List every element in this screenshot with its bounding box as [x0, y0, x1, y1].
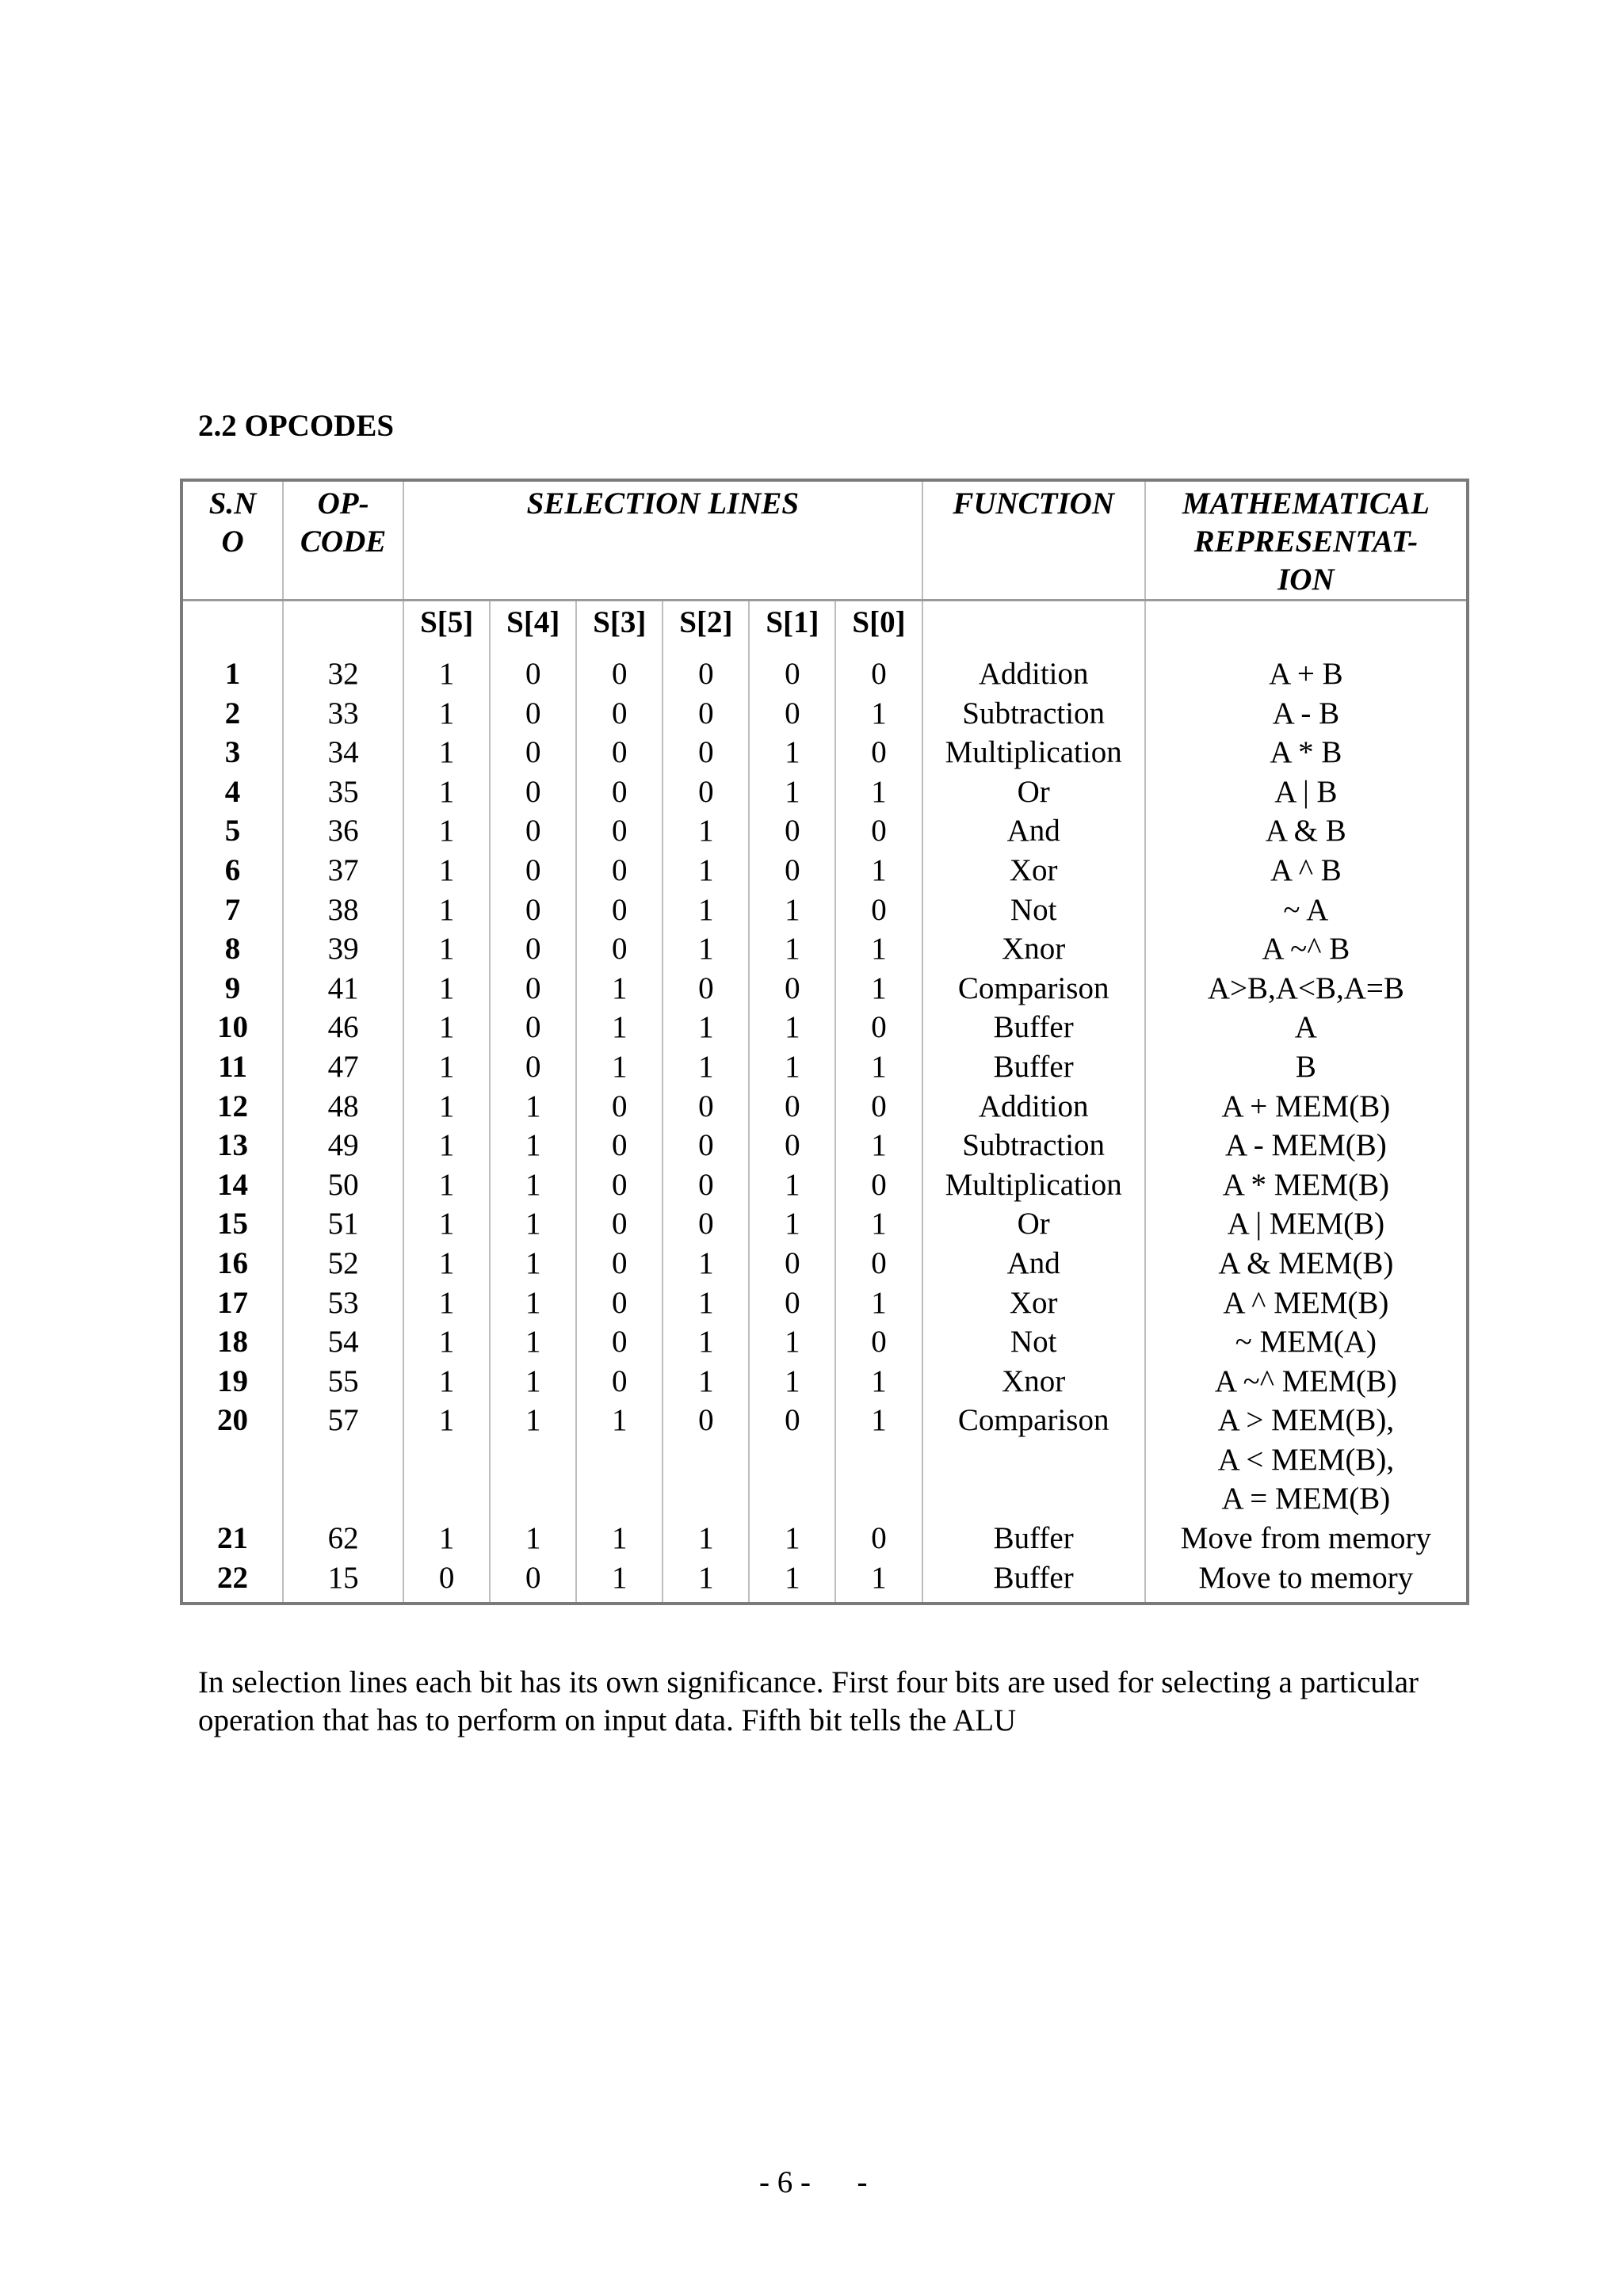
table-row	[183, 851, 1466, 891]
cell-function: Addition	[922, 653, 1145, 694]
cell-opcode: 33	[283, 694, 403, 734]
cell-bit: 0	[835, 1519, 922, 1558]
header-math-line3: ION	[1277, 563, 1335, 597]
table-row	[183, 969, 1466, 1009]
cell-opcode: 46	[283, 1008, 403, 1047]
cell-opcode: 35	[283, 772, 403, 812]
cell-bit: 1	[403, 772, 490, 812]
bit-label: S[5]	[403, 601, 490, 654]
cell-math-line: A - MEM(B)	[1225, 1128, 1387, 1163]
header-sno-line1: S.N	[208, 486, 257, 521]
cell-bit: 1	[403, 733, 490, 772]
table-row	[183, 1126, 1466, 1165]
cell-opcode: 38	[283, 891, 403, 930]
cell-math-line: A = MEM(B)	[1221, 1482, 1391, 1516]
cell-bit: 0	[490, 733, 576, 772]
cell-bit: 1	[403, 969, 490, 1009]
cell-bit: 0	[576, 1283, 663, 1323]
cell-bit: 1	[749, 1362, 835, 1402]
cell-sno: 11	[183, 1047, 283, 1087]
cell-bit: 1	[403, 1401, 490, 1519]
cell-function: Multiplication	[922, 733, 1145, 772]
cell-bit: 1	[749, 1322, 835, 1362]
cell-math	[1145, 733, 1466, 772]
cell-function: Xor	[922, 1283, 1145, 1323]
cell-bit: 0	[749, 653, 835, 694]
table-row	[183, 1047, 1466, 1087]
cell-math-line: A * B	[1270, 735, 1342, 770]
cell-function: Or	[922, 772, 1145, 812]
cell-bit: 0	[835, 1322, 922, 1362]
cell-opcode: 37	[283, 851, 403, 891]
cell-math-line: A < MEM(B),	[1217, 1442, 1395, 1477]
table-row	[183, 811, 1466, 851]
header-math	[1145, 482, 1466, 601]
cell-sno: 16	[183, 1244, 283, 1283]
cell-math-line: A ^ MEM(B)	[1223, 1285, 1389, 1320]
cell-opcode: 57	[283, 1401, 403, 1519]
cell-math	[1145, 1008, 1466, 1047]
cell-opcode: 54	[283, 1322, 403, 1362]
header-sno-line2: O	[221, 524, 244, 559]
cell-opcode: 39	[283, 929, 403, 969]
cell-math	[1145, 1126, 1466, 1165]
bit-label-empty	[922, 601, 1145, 654]
cell-bit: 1	[835, 969, 922, 1009]
table-row	[183, 1322, 1466, 1362]
cell-bit: 0	[663, 1087, 749, 1127]
cell-function: And	[922, 811, 1145, 851]
cell-bit: 1	[576, 1008, 663, 1047]
cell-bit: 1	[749, 891, 835, 930]
cell-math-line: ~ MEM(A)	[1235, 1325, 1377, 1360]
cell-bit: 0	[749, 1401, 835, 1519]
header-sno	[183, 482, 283, 601]
cell-bit: 1	[403, 1519, 490, 1558]
cell-bit: 1	[835, 1047, 922, 1087]
cell-bit: 0	[490, 1047, 576, 1087]
cell-bit: 0	[835, 1165, 922, 1205]
cell-sno: 14	[183, 1165, 283, 1205]
cell-bit: 1	[576, 1401, 663, 1519]
table-row	[183, 1401, 1466, 1519]
cell-bit: 0	[490, 1558, 576, 1603]
cell-function: Subtraction	[922, 694, 1145, 734]
cell-bit: 0	[663, 772, 749, 812]
cell-bit: 0	[576, 929, 663, 969]
cell-bit: 1	[835, 694, 922, 734]
table-row	[183, 653, 1466, 694]
cell-sno: 21	[183, 1519, 283, 1558]
cell-bit: 0	[490, 891, 576, 930]
cell-function: Not	[922, 1322, 1145, 1362]
cell-bit: 0	[403, 1558, 490, 1603]
table-row	[183, 1283, 1466, 1323]
cell-sno: 5	[183, 811, 283, 851]
cell-math-line: A	[1294, 1010, 1317, 1045]
cell-bit: 1	[403, 811, 490, 851]
cell-bit: 1	[403, 1126, 490, 1165]
cell-function: Addition	[922, 1087, 1145, 1127]
cell-bit: 1	[663, 1362, 749, 1402]
cell-bit: 1	[403, 1008, 490, 1047]
cell-function: Xnor	[922, 1362, 1145, 1402]
cell-opcode: 32	[283, 653, 403, 694]
cell-bit: 1	[403, 1165, 490, 1205]
cell-bit: 0	[663, 969, 749, 1009]
cell-math-line: A * MEM(B)	[1222, 1167, 1389, 1202]
cell-bit: 1	[749, 1047, 835, 1087]
cell-bit: 1	[403, 891, 490, 930]
cell-math	[1145, 1283, 1466, 1323]
cell-bit: 1	[835, 1204, 922, 1244]
cell-math	[1145, 1519, 1466, 1558]
cell-bit: 0	[490, 1008, 576, 1047]
cell-bit: 1	[403, 694, 490, 734]
cell-sno: 7	[183, 891, 283, 930]
cell-bit: 0	[663, 733, 749, 772]
table-row	[183, 1558, 1466, 1603]
cell-sno: 6	[183, 851, 283, 891]
cell-bit: 1	[749, 1204, 835, 1244]
cell-opcode: 52	[283, 1244, 403, 1283]
cell-bit: 1	[749, 772, 835, 812]
cell-bit: 1	[490, 1165, 576, 1205]
cell-function: Buffer	[922, 1008, 1145, 1047]
cell-bit: 1	[749, 1008, 835, 1047]
cell-math-line: Move to memory	[1198, 1560, 1414, 1595]
bit-label: S[2]	[663, 601, 749, 654]
cell-bit: 0	[576, 733, 663, 772]
cell-bit: 0	[663, 1126, 749, 1165]
cell-bit: 0	[663, 1204, 749, 1244]
cell-math	[1145, 1165, 1466, 1205]
cell-math	[1145, 1401, 1466, 1519]
cell-bit: 1	[835, 1558, 922, 1603]
cell-bit: 0	[749, 1283, 835, 1323]
cell-bit: 0	[490, 653, 576, 694]
cell-bit: 1	[403, 1322, 490, 1362]
cell-math-line: A ~^ MEM(B)	[1214, 1363, 1397, 1398]
header-opcode-line2: CODE	[300, 524, 387, 559]
cell-math	[1145, 969, 1466, 1009]
table-row	[183, 1244, 1466, 1283]
cell-bit: 1	[835, 772, 922, 812]
cell-bit: 1	[490, 1322, 576, 1362]
table-row	[183, 1087, 1466, 1127]
cell-sno: 19	[183, 1362, 283, 1402]
cell-bit: 1	[576, 969, 663, 1009]
cell-bit: 1	[663, 891, 749, 930]
cell-math	[1145, 929, 1466, 969]
cell-bit: 0	[835, 1244, 922, 1283]
cell-math-line: A | B	[1274, 774, 1338, 809]
cell-bit: 1	[835, 1401, 922, 1519]
table-row	[183, 1204, 1466, 1244]
cell-opcode: 49	[283, 1126, 403, 1165]
cell-function: Comparison	[922, 1401, 1145, 1519]
cell-bit: 0	[749, 1087, 835, 1127]
cell-sno: 3	[183, 733, 283, 772]
cell-bit: 0	[576, 1126, 663, 1165]
table-row	[183, 1519, 1466, 1558]
cell-bit: 0	[576, 811, 663, 851]
cell-bit: 0	[576, 1087, 663, 1127]
table-row	[183, 1362, 1466, 1402]
cell-bit: 0	[576, 1165, 663, 1205]
opcode-table	[180, 479, 1469, 1605]
cell-opcode: 62	[283, 1519, 403, 1558]
cell-opcode: 50	[283, 1165, 403, 1205]
bit-label: S[3]	[576, 601, 663, 654]
cell-bit: 0	[749, 851, 835, 891]
cell-bit: 1	[749, 1558, 835, 1603]
cell-math-line: A | MEM(B)	[1227, 1207, 1385, 1241]
cell-math	[1145, 1244, 1466, 1283]
bit-label-row	[183, 601, 1466, 654]
cell-bit: 0	[835, 811, 922, 851]
cell-bit: 0	[490, 694, 576, 734]
cell-bit: 0	[490, 969, 576, 1009]
cell-bit: 0	[835, 891, 922, 930]
cell-bit: 0	[749, 969, 835, 1009]
header-opcode-line1: OP-	[317, 486, 369, 521]
cell-bit: 0	[749, 1126, 835, 1165]
cell-opcode: 34	[283, 733, 403, 772]
cell-math-line: A + B	[1269, 657, 1343, 691]
cell-math-line: A & B	[1265, 814, 1346, 849]
cell-bit: 0	[576, 1322, 663, 1362]
cell-bit: 1	[663, 1283, 749, 1323]
cell-sno: 2	[183, 694, 283, 734]
cell-math-line: B	[1295, 1049, 1316, 1084]
bit-label: S[4]	[490, 601, 576, 654]
cell-function: Buffer	[922, 1519, 1145, 1558]
cell-function: Xnor	[922, 929, 1145, 969]
cell-bit: 1	[663, 1244, 749, 1283]
cell-opcode: 47	[283, 1047, 403, 1087]
cell-function: Multiplication	[922, 1165, 1145, 1205]
cell-bit: 0	[576, 653, 663, 694]
cell-bit: 1	[490, 1204, 576, 1244]
header-selection-lines: SELECTION LINES	[403, 482, 922, 601]
cell-sno: 10	[183, 1008, 283, 1047]
cell-function: Or	[922, 1204, 1145, 1244]
table-row	[183, 733, 1466, 772]
cell-math	[1145, 772, 1466, 812]
cell-bit: 1	[403, 1087, 490, 1127]
cell-math-line: A ^ B	[1270, 852, 1342, 887]
cell-math	[1145, 1047, 1466, 1087]
cell-sno: 4	[183, 772, 283, 812]
table-header-row	[183, 482, 1466, 601]
cell-sno: 15	[183, 1204, 283, 1244]
cell-bit: 1	[490, 1401, 576, 1519]
cell-bit: 1	[663, 929, 749, 969]
table-row	[183, 891, 1466, 930]
cell-sno: 9	[183, 969, 283, 1009]
cell-function: Comparison	[922, 969, 1145, 1009]
cell-function: Buffer	[922, 1047, 1145, 1087]
cell-sno: 17	[183, 1283, 283, 1323]
cell-bit: 1	[403, 653, 490, 694]
cell-bit: 1	[403, 1204, 490, 1244]
cell-bit: 0	[749, 1244, 835, 1283]
cell-function: Not	[922, 891, 1145, 930]
cell-math-line: A > MEM(B),	[1217, 1403, 1395, 1438]
cell-bit: 1	[490, 1519, 576, 1558]
cell-bit: 1	[835, 1126, 922, 1165]
cell-bit: 1	[663, 1047, 749, 1087]
cell-math-line: A ~^ B	[1262, 932, 1350, 967]
table-row	[183, 694, 1466, 734]
cell-bit: 1	[749, 929, 835, 969]
cell-sno: 8	[183, 929, 283, 969]
cell-math	[1145, 851, 1466, 891]
cell-bit: 1	[749, 733, 835, 772]
cell-bit: 0	[490, 772, 576, 812]
cell-bit: 1	[835, 1283, 922, 1323]
cell-math-line: A + MEM(B)	[1221, 1089, 1391, 1123]
cell-function: And	[922, 1244, 1145, 1283]
cell-opcode: 36	[283, 811, 403, 851]
cell-sno: 20	[183, 1401, 283, 1519]
cell-math-line: ~ A	[1283, 892, 1329, 927]
cell-math-line: Move from memory	[1180, 1521, 1431, 1556]
cell-bit: 1	[835, 1362, 922, 1402]
cell-bit: 1	[663, 1322, 749, 1362]
header-opcode	[283, 482, 403, 601]
cell-bit: 1	[663, 851, 749, 891]
cell-bit: 0	[749, 811, 835, 851]
header-function: FUNCTION	[922, 482, 1145, 601]
table-row	[183, 929, 1466, 969]
cell-bit: 0	[663, 653, 749, 694]
section-heading: 2.2 OPCODES	[198, 409, 395, 443]
cell-function: Xor	[922, 851, 1145, 891]
cell-bit: 1	[835, 929, 922, 969]
cell-sno: 22	[183, 1558, 283, 1603]
cell-bit: 0	[490, 929, 576, 969]
cell-bit: 0	[835, 1087, 922, 1127]
cell-bit: 1	[403, 1283, 490, 1323]
cell-bit: 0	[663, 694, 749, 734]
cell-math	[1145, 1322, 1466, 1362]
bit-label: S[1]	[749, 601, 835, 654]
cell-math-line: A>B,A<B,A=B	[1207, 971, 1404, 1005]
cell-math	[1145, 891, 1466, 930]
cell-bit: 1	[403, 1047, 490, 1087]
cell-sno: 18	[183, 1322, 283, 1362]
cell-bit: 1	[663, 1558, 749, 1603]
cell-bit: 1	[490, 1244, 576, 1283]
cell-opcode: 15	[283, 1558, 403, 1603]
cell-bit: 1	[403, 1244, 490, 1283]
cell-bit: 0	[835, 653, 922, 694]
cell-sno: 12	[183, 1087, 283, 1127]
cell-function: Buffer	[922, 1558, 1145, 1603]
bit-label: S[0]	[835, 601, 922, 654]
cell-bit: 1	[490, 1283, 576, 1323]
cell-bit: 1	[490, 1126, 576, 1165]
cell-opcode: 41	[283, 969, 403, 1009]
body-paragraph: In selection lines each bit has its own significance. First four bits are used for selecting a particular operation that has to perform on input data. Fifth bit tells the ALU	[198, 1665, 1419, 1737]
cell-bit: 1	[490, 1362, 576, 1402]
cell-bit: 1	[663, 1519, 749, 1558]
cell-bit: 0	[663, 1401, 749, 1519]
table-row	[183, 1008, 1466, 1047]
cell-bit: 0	[576, 1204, 663, 1244]
cell-math	[1145, 1558, 1466, 1603]
cell-bit: 1	[576, 1047, 663, 1087]
header-math-line2: REPRESENTAT-	[1193, 524, 1419, 559]
cell-bit: 0	[576, 1244, 663, 1283]
cell-math	[1145, 1087, 1466, 1127]
cell-bit: 1	[749, 1519, 835, 1558]
cell-opcode: 51	[283, 1204, 403, 1244]
bit-label-empty	[1145, 601, 1466, 654]
cell-bit: 0	[576, 694, 663, 734]
cell-opcode: 53	[283, 1283, 403, 1323]
cell-math	[1145, 1362, 1466, 1402]
table-row	[183, 1165, 1466, 1205]
cell-sno: 13	[183, 1126, 283, 1165]
cell-opcode: 48	[283, 1087, 403, 1127]
bit-label-empty	[183, 601, 283, 654]
cell-math	[1145, 811, 1466, 851]
cell-bit: 0	[835, 1008, 922, 1047]
cell-bit: 1	[835, 851, 922, 891]
cell-math-line: A & MEM(B)	[1218, 1245, 1394, 1280]
cell-bit: 1	[490, 1087, 576, 1127]
cell-bit: 0	[835, 733, 922, 772]
cell-bit: 1	[576, 1558, 663, 1603]
cell-bit: 1	[403, 851, 490, 891]
cell-bit: 0	[490, 811, 576, 851]
cell-math	[1145, 694, 1466, 734]
page-number: - 6 - -	[759, 2165, 868, 2199]
cell-bit: 1	[663, 811, 749, 851]
cell-bit: 1	[403, 1362, 490, 1402]
cell-math	[1145, 653, 1466, 694]
cell-bit: 0	[576, 1362, 663, 1402]
bit-label-empty	[283, 601, 403, 654]
header-math-line1: MATHEMATICAL	[1182, 486, 1430, 521]
cell-bit: 1	[403, 929, 490, 969]
cell-sno: 1	[183, 653, 283, 694]
cell-bit: 0	[663, 1165, 749, 1205]
cell-bit: 0	[576, 851, 663, 891]
cell-bit: 0	[490, 851, 576, 891]
cell-bit: 0	[576, 772, 663, 812]
table-body	[183, 653, 1466, 1602]
cell-bit: 1	[576, 1519, 663, 1558]
cell-bit: 0	[576, 891, 663, 930]
cell-opcode: 55	[283, 1362, 403, 1402]
cell-math	[1145, 1204, 1466, 1244]
cell-math-line: A - B	[1272, 696, 1340, 730]
cell-bit: 1	[749, 1165, 835, 1205]
table-row	[183, 772, 1466, 812]
cell-function: Subtraction	[922, 1126, 1145, 1165]
cell-bit: 1	[663, 1008, 749, 1047]
cell-bit: 0	[749, 694, 835, 734]
